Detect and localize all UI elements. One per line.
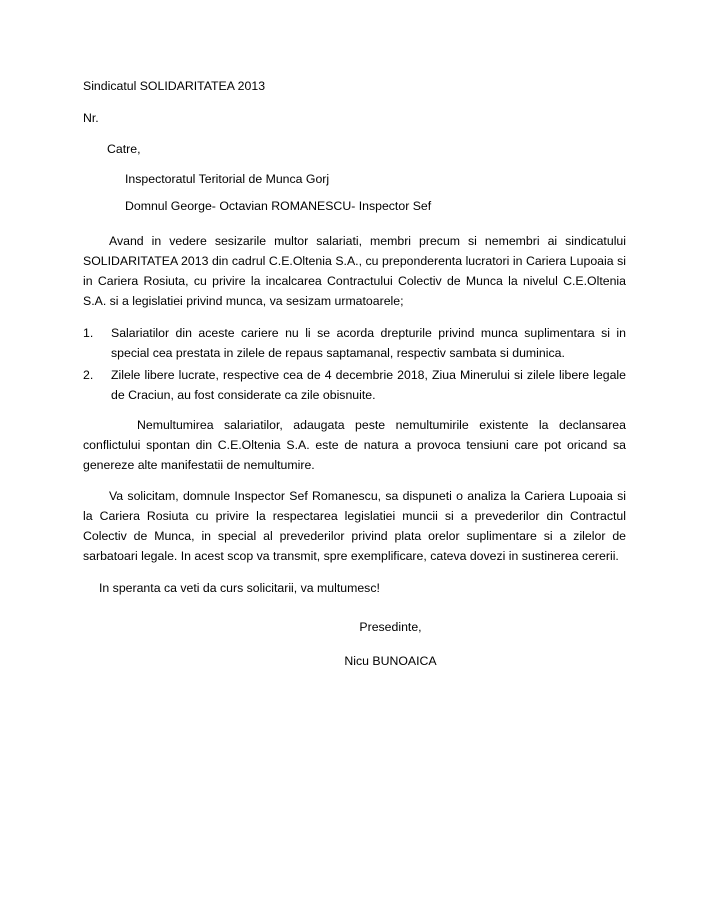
list-item-text: Salariatilor din aceste cariere nu li se acorda drepturile privind munca suplimentara si in special cea prestata in zilele de repaus saptamanal, respectiv sambata si duminica. [111,326,626,361]
signature-title: Presedinte, [359,619,422,634]
intro-paragraph: Avand in vedere sesizarile multor salariati, membri precum si nemembri ai sindicatului SOLIDARITATEA 2013 din cadrul C.E.Oltenia S.A., cu preponderenta lucratori in Cariera Lupoaia si in Cariera Rosiuta, cu privire la incalcarea Contractului Colectiv de Munca la nivelul C.E.Oltenia S.A. si a legislatiei privind munca, va sesizam urmatoarele; [83,234,626,309]
list-item-text: Zilele libere lucrate, respective cea de 4 decembrie 2018, Ziua Minerului si zilele libere legale de Craciun, au fost considerate ca zile obisnuite. [111,367,626,402]
registration-number-line: Nr. [83,111,99,126]
complaint-list [83,324,626,406]
request-paragraph: Va solicitam, domnule Inspector Sef Romanescu, sa dispuneti o analiza la Cariera Lupoaia si la Cariera Rosiuta cu privire la respectarea legislatiei muncii si a prevederilor din Contractul Colectiv de Munca, in special al prevederilor privind plata orelor suplimentare si a zilelor de sarbatoari legale. In acest scop va transmit, spre exemplificare, cateva dovezi in sustinerea cererii. [83,489,626,564]
closing-line: In speranta ca veti da curs solicitarii, va multumesc! [99,581,380,596]
list-item [83,324,626,364]
signature-name: Nicu BUNOAICA [344,654,437,669]
discontent-paragraph: Nemultumirea salariatilor, adaugata peste nemultumirile existente la declansarea conflictului spontan din C.E.Oltenia S.A. este de natura a provoca tensiuni care pot oricand sa genereze alte manifestatii de nemultumire. [83,417,626,472]
recipient-person: Domnul George- Octavian ROMANESCU- Inspector Sef [125,199,432,214]
list-item [83,366,626,406]
addressee-label: Catre, [107,141,141,156]
list-item-number: 1. [83,326,94,341]
organization-line: Sindicatul SOLIDARITATEA 2013 [83,79,266,93]
document-body [83,80,626,668]
recipient-institution: Inspectoratul Teritorial de Munca Gorj [125,171,330,186]
list-item-number: 2. [83,367,94,382]
